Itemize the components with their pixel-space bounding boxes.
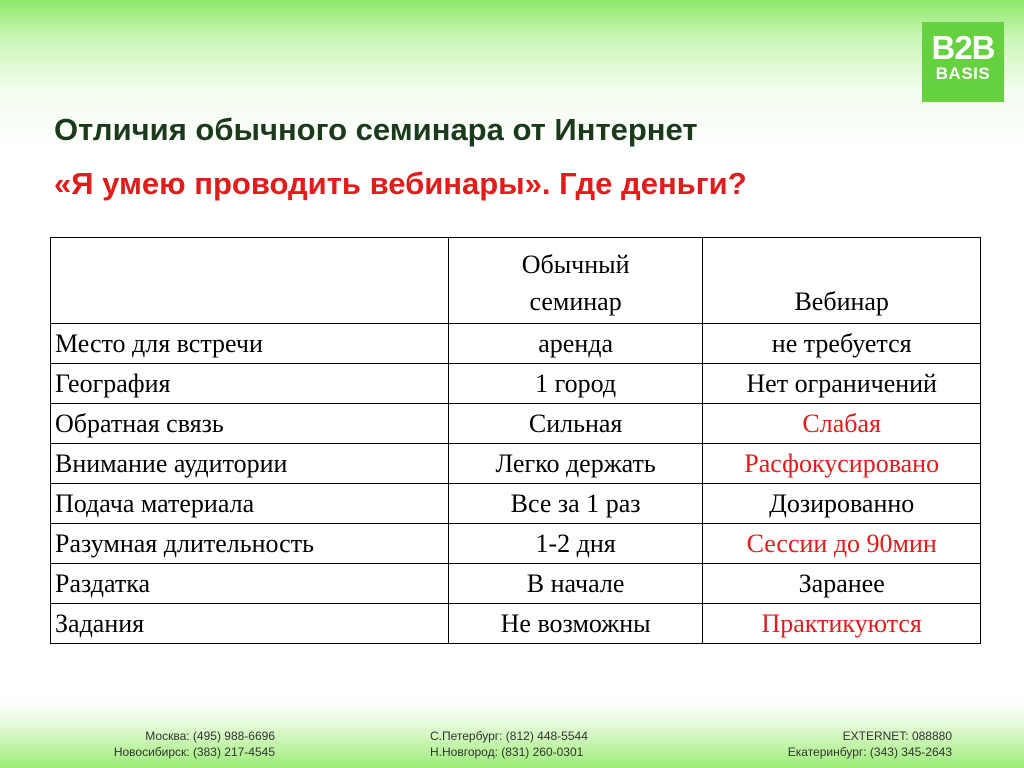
row-seminar-value: Сильная [448, 404, 703, 444]
row-webinar-value-highlight: Практикуются [703, 604, 981, 644]
row-seminar-value: 1-2 дня [448, 524, 703, 564]
row-label: География [51, 364, 449, 404]
row-seminar-value: Все за 1 раз [448, 484, 703, 524]
comparison-table [50, 237, 981, 644]
row-label: Обратная связь [51, 404, 449, 444]
row-seminar-value: Не возможны [448, 604, 703, 644]
header-webinar-cell: Вебинар [703, 238, 981, 324]
row-label: Задания [51, 604, 449, 644]
row-webinar-value-highlight: Слабая [703, 404, 981, 444]
table-row [51, 524, 981, 564]
row-seminar-value: аренда [448, 324, 703, 364]
table-row [51, 484, 981, 524]
row-webinar-value: Заранее [703, 564, 981, 604]
row-webinar-value: не требуется [703, 324, 981, 364]
row-seminar-value: Легко держать [448, 444, 703, 484]
footer-contacts-middle [430, 728, 630, 760]
header-seminar-cell [448, 238, 703, 324]
row-label: Подача материала [51, 484, 449, 524]
header-seminar-line2: семинар [529, 287, 622, 316]
row-webinar-value-highlight: Расфокусировано [703, 444, 981, 484]
header-empty-cell [51, 238, 449, 324]
logo-text-basis: BASIS [935, 64, 991, 83]
footer-phone-novosibirsk: Новосибирск: (383) 217-4545 [113, 745, 275, 759]
table-header-row [51, 238, 981, 324]
b2b-basis-logo [922, 22, 1004, 102]
table-row [51, 604, 981, 644]
row-label: Разумная длительность [51, 524, 449, 564]
table-row [51, 364, 981, 404]
slide-subtitle: «Я умею проводить вебинары». Где деньги? [54, 166, 747, 201]
row-label: Внимание аудитории [51, 444, 449, 484]
footer-contacts-left [83, 728, 275, 760]
row-label: Раздатка [51, 564, 449, 604]
row-seminar-value: 1 город [448, 364, 703, 404]
row-webinar-value: Нет ограничений [703, 364, 981, 404]
table-row [51, 444, 981, 484]
row-label: Место для встречи [51, 324, 449, 364]
table-row [51, 404, 981, 444]
row-seminar-value: В начале [448, 564, 703, 604]
footer-phone-moscow: Москва: (495) 988-6696 [145, 729, 275, 743]
footer-phone-nnovgorod: Н.Новгород: (831) 260-0301 [430, 745, 584, 759]
header-seminar-line1: Обычный [521, 250, 630, 279]
row-webinar-value-highlight: Сессии до 90мин [703, 524, 981, 564]
footer-phone-spb: С.Петербург: (812) 448-5544 [430, 729, 588, 743]
footer-externet: EXTERNET: 088880 [842, 729, 952, 743]
table-row [51, 564, 981, 604]
table-row [51, 324, 981, 364]
slide-title: Отличия обычного семинара от Интернет [54, 112, 698, 147]
row-webinar-value: Дозированно [703, 484, 981, 524]
footer-phone-ekaterinburg: Екатеринбург: (343) 345-2643 [787, 745, 952, 759]
logo-text-b2b: B2B [931, 29, 995, 66]
footer-contacts-right [730, 728, 952, 760]
